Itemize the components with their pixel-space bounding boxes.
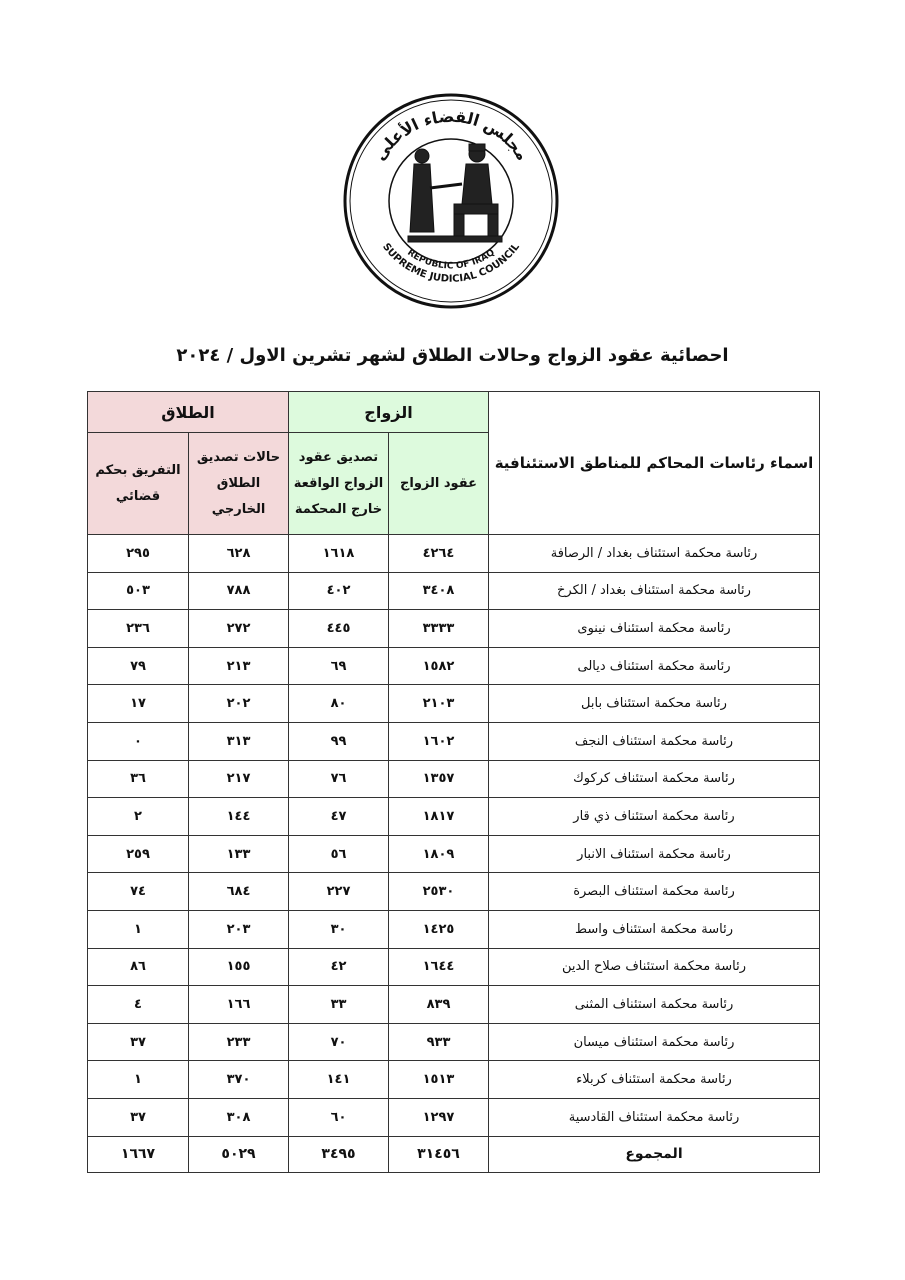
table-row xyxy=(88,760,820,798)
marriage-ratification-cell: ٢٢٧ xyxy=(289,873,389,911)
external-divorce-cell: ٢٠٢ xyxy=(189,685,289,723)
total-row xyxy=(88,1136,820,1172)
external-divorce-cell: ٢٧٢ xyxy=(189,610,289,648)
marriage-contracts-cell: ٤٢٦٤ xyxy=(389,535,489,573)
external-divorce-cell: ٢١٧ xyxy=(189,760,289,798)
marriage-contracts-cell: ١٢٩٧ xyxy=(389,1098,489,1136)
marriage-contracts-cell: ١٥٨٢ xyxy=(389,647,489,685)
table-row xyxy=(88,986,820,1024)
region-name-cell: رئاسة محكمة استئناف كربلاء xyxy=(489,1061,820,1099)
supreme-judicial-council-seal xyxy=(342,92,560,310)
region-name-cell: رئاسة محكمة استئناف القادسية xyxy=(489,1098,820,1136)
external-divorce-cell: ١٣٣ xyxy=(189,835,289,873)
document-title: احصائية عقود الزواج وحالات الطلاق لشهر تشرين الاول / ٢٠٢٤ xyxy=(176,345,729,366)
judicial-separation-cell: ٢٩٥ xyxy=(88,535,189,573)
marriage-ratification-cell: ٧٦ xyxy=(289,760,389,798)
judicial-separation-cell: ٤ xyxy=(88,986,189,1024)
external-divorce-cell: ٣١٣ xyxy=(189,722,289,760)
region-name-cell: رئاسة محكمة استئناف بابل xyxy=(489,685,820,723)
judicial-separation-cell: ٧٤ xyxy=(88,873,189,911)
table-row xyxy=(88,685,820,723)
table-row xyxy=(88,535,820,573)
marriage-contracts-cell: ٣٤٠٨ xyxy=(389,572,489,610)
marriage-ratification-cell: ٨٠ xyxy=(289,685,389,723)
table-row xyxy=(88,1061,820,1099)
table-row xyxy=(88,572,820,610)
table-row xyxy=(88,798,820,836)
table-row xyxy=(88,722,820,760)
external-divorce-cell: ٧٨٨ xyxy=(189,572,289,610)
marriage-contracts-cell: ١٤٢٥ xyxy=(389,910,489,948)
marriage-contracts-cell: ٢٥٣٠ xyxy=(389,873,489,911)
divorce-group-header: الطلاق xyxy=(88,392,289,433)
region-name-cell: رئاسة محكمة استئناف واسط xyxy=(489,910,820,948)
judicial-separation-cell: ٣٧ xyxy=(88,1023,189,1061)
table-body xyxy=(88,535,820,1137)
marriage-ratification-header: تصديق عقود الزواج الواقعة خارج المحكمة xyxy=(289,433,389,535)
table-row xyxy=(88,1023,820,1061)
marriage-ratification-cell: ٣٠ xyxy=(289,910,389,948)
marriage-contracts-cell: ٣٣٣٣ xyxy=(389,610,489,648)
marriage-ratification-cell: ٧٠ xyxy=(289,1023,389,1061)
marriage-ratification-cell: ٥٦ xyxy=(289,835,389,873)
external-divorce-header: حالات تصديق الطلاق الخارجي xyxy=(189,433,289,535)
region-name-cell: رئاسة محكمة استئناف الانبار xyxy=(489,835,820,873)
judicial-separation-cell: ٥٠٣ xyxy=(88,572,189,610)
marriage-contracts-cell: ٨٣٩ xyxy=(389,986,489,1024)
region-name-cell: رئاسة محكمة استئناف بغداد / الرصافة xyxy=(489,535,820,573)
region-name-cell: رئاسة محكمة استئناف النجف xyxy=(489,722,820,760)
region-name-cell: رئاسة محكمة استئناف ديالى xyxy=(489,647,820,685)
table-row xyxy=(88,1098,820,1136)
total-ratified: ٣٤٩٥ xyxy=(289,1136,389,1172)
region-column-header: اسماء رئاسات المحاكم للمناطق الاستئنافية xyxy=(489,392,820,535)
marriage-contracts-cell: ١٦٤٤ xyxy=(389,948,489,986)
external-divorce-cell: ٢١٣ xyxy=(189,647,289,685)
judicial-separation-cell: ٢ xyxy=(88,798,189,836)
marriage-ratification-cell: ٦٩ xyxy=(289,647,389,685)
region-name-cell: رئاسة محكمة استئناف المثنى xyxy=(489,986,820,1024)
judicial-separation-cell: ٢٣٦ xyxy=(88,610,189,648)
svg-text:مجلس القضاء الأعلى xyxy=(370,107,532,164)
external-divorce-cell: ٦٢٨ xyxy=(189,535,289,573)
judicial-separation-cell: ١ xyxy=(88,1061,189,1099)
marriage-ratification-cell: ٤٢ xyxy=(289,948,389,986)
judicial-separation-cell: ٧٩ xyxy=(88,647,189,685)
marriage-contracts-cell: ٩٣٣ xyxy=(389,1023,489,1061)
region-name-cell: رئاسة محكمة استئناف البصرة xyxy=(489,873,820,911)
table-row xyxy=(88,910,820,948)
region-name-cell: رئاسة محكمة استئناف صلاح الدين xyxy=(489,948,820,986)
total-judicial: ١٦٦٧ xyxy=(88,1136,189,1172)
judicial-separation-cell: ١ xyxy=(88,910,189,948)
marriage-ratification-cell: ٣٣ xyxy=(289,986,389,1024)
marriage-ratification-cell: ٩٩ xyxy=(289,722,389,760)
total-external: ٥٠٢٩ xyxy=(189,1136,289,1172)
region-name-cell: رئاسة محكمة استئناف كركوك xyxy=(489,760,820,798)
marriage-contracts-cell: ١٨٠٩ xyxy=(389,835,489,873)
judicial-separation-cell: ٣٦ xyxy=(88,760,189,798)
table-row xyxy=(88,873,820,911)
marriage-ratification-cell: ٤٠٢ xyxy=(289,572,389,610)
seal-arabic-text: مجلس القضاء الأعلى xyxy=(369,106,533,164)
seal-figures-emblem xyxy=(408,144,502,242)
external-divorce-cell: ٢٣٣ xyxy=(189,1023,289,1061)
marriage-contracts-header: عقود الزواج xyxy=(389,433,489,535)
marriage-group-header: الزواج xyxy=(289,392,489,433)
external-divorce-cell: ١٦٦ xyxy=(189,986,289,1024)
total-contracts: ٣١٤٥٦ xyxy=(389,1136,489,1172)
table-row xyxy=(88,647,820,685)
seal-english-line1: REPUBLIC OF IRAQ xyxy=(405,247,497,272)
judicial-separation-header: التفريق بحكم قضائي xyxy=(88,433,189,535)
judicial-separation-cell: ٠ xyxy=(88,722,189,760)
marriage-contracts-cell: ١٦٠٢ xyxy=(389,722,489,760)
external-divorce-cell: ١٥٥ xyxy=(189,948,289,986)
external-divorce-cell: ٢٠٣ xyxy=(189,910,289,948)
marriage-ratification-cell: ٦٠ xyxy=(289,1098,389,1136)
judicial-separation-cell: ٣٧ xyxy=(88,1098,189,1136)
table-row xyxy=(88,948,820,986)
table-row xyxy=(88,610,820,648)
marriage-ratification-cell: ٤٤٥ xyxy=(289,610,389,648)
region-name-cell: رئاسة محكمة استئناف بغداد / الكرخ xyxy=(489,572,820,610)
external-divorce-cell: ٣٠٨ xyxy=(189,1098,289,1136)
marriage-contracts-cell: ١٥١٣ xyxy=(389,1061,489,1099)
marriage-ratification-cell: ٤٧ xyxy=(289,798,389,836)
judicial-separation-cell: ٨٦ xyxy=(88,948,189,986)
judicial-separation-cell: ١٧ xyxy=(88,685,189,723)
seal-english-line2: SUPREME JUDICIAL COUNCIL xyxy=(380,241,522,285)
external-divorce-cell: ٣٧٠ xyxy=(189,1061,289,1099)
judicial-separation-cell: ٢٥٩ xyxy=(88,835,189,873)
region-name-cell: رئاسة محكمة استئناف نينوى xyxy=(489,610,820,648)
marriage-ratification-cell: ١٤١ xyxy=(289,1061,389,1099)
external-divorce-cell: ٦٨٤ xyxy=(189,873,289,911)
total-label: المجموع xyxy=(489,1136,820,1172)
marriage-contracts-cell: ٢١٠٣ xyxy=(389,685,489,723)
region-name-cell: رئاسة محكمة استئناف ذي قار xyxy=(489,798,820,836)
marriage-divorce-statistics-table xyxy=(87,391,820,1173)
marriage-contracts-cell: ١٣٥٧ xyxy=(389,760,489,798)
table-row xyxy=(88,835,820,873)
region-name-cell: رئاسة محكمة استئناف ميسان xyxy=(489,1023,820,1061)
marriage-contracts-cell: ١٨١٧ xyxy=(389,798,489,836)
marriage-ratification-cell: ١٦١٨ xyxy=(289,535,389,573)
external-divorce-cell: ١٤٤ xyxy=(189,798,289,836)
